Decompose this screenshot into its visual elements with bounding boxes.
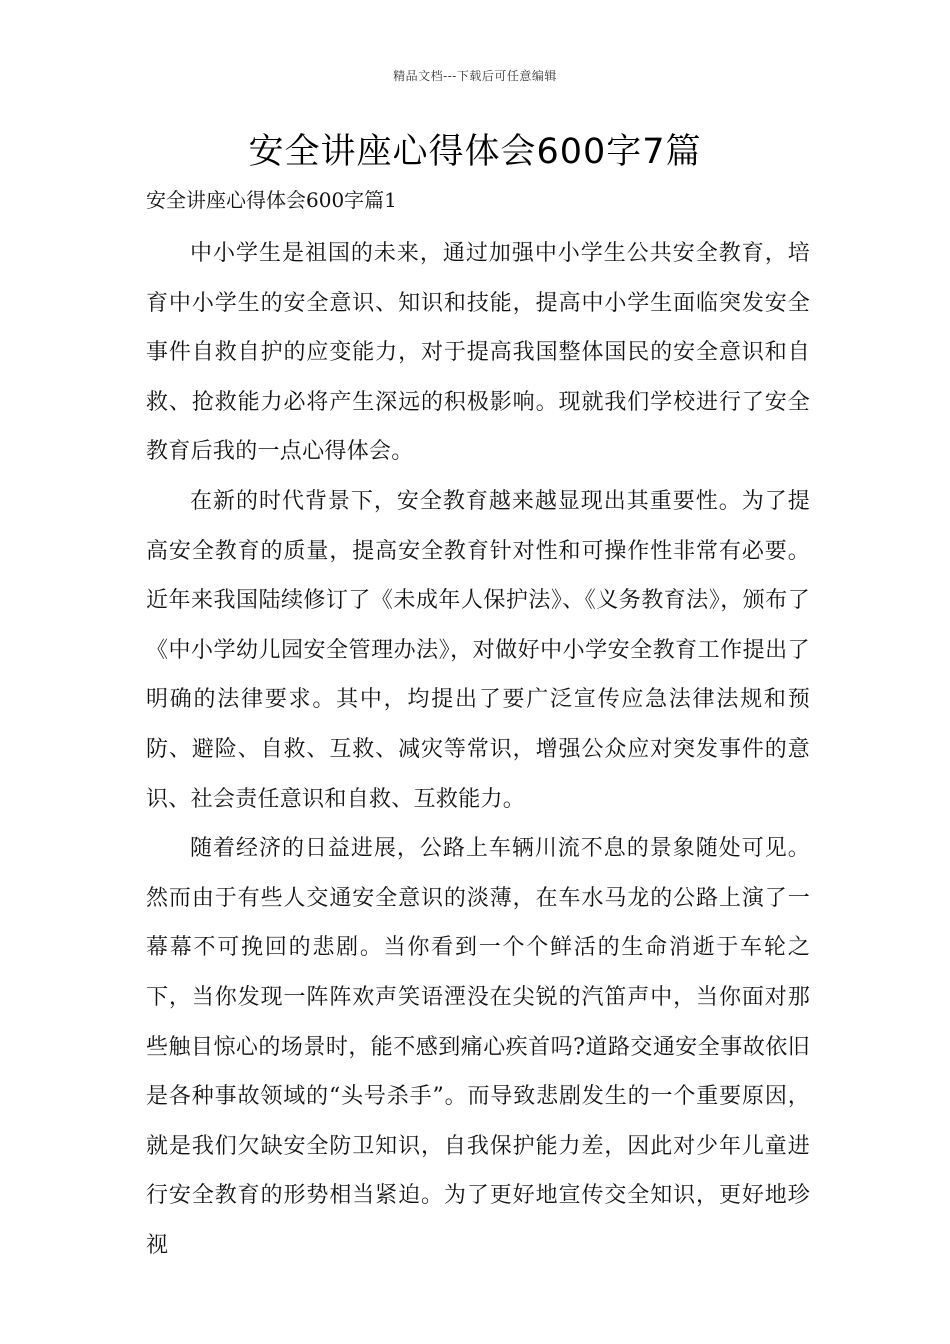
paragraph: 在新的时代背景下，安全教育越来越显现出其重要性。为了提高安全教育的质量，提高安全教育针对性和可操作性非常有必要。近年来我国陆续修订了《未成年人保护法》、《义务教育法》，颁布了《中小学幼儿园安全管理办法》，对做好中小学安全教育工作提出了明确的法律要求。其中，均提出了要广泛宣传应急法律法规和预防、避险、自救、互救、减灾等常识，增强公众应对突发事件的意识、社会责任意识和自救、互救能力。 — [146, 488, 810, 812]
document-title: 安全讲座心得体会600字7篇 — [248, 132, 702, 172]
section-heading: 安全讲座心得体会600字篇1 — [146, 188, 397, 212]
paragraph: 中小学生是祖国的未来，通过加强中小学生公共安全教育，培育中小学生的安全意识、知识和技能，提高中小学生面临突发安全事件自救自护的应变能力，对于提高我国整体国民的安全意识和自救、抢救能力必将产生深远的积极影响。现就我们学校进行了安全教育后我的一点心得体会。 — [146, 241, 810, 465]
paragraph: 随着经济的日益进展，公路上车辆川流不息的景象随处可见。然而由于有些人交通安全意识的淡薄，在车水马龙的公路上演了一幕幕不可挽回的悲剧。当你看到一个个鲜活的生命消逝于车轮之下，当你发现一阵阵欢声笑语湮没在尖锐的汽笛声中，当你面对那些触目惊心的场景时，能不感到痛心疾首吗?道路交通安全事故依旧是各种事故领域的“头号杀手”。而导致悲剧发生的一个重要原因，就是我们欠缺安全防卫知识，自我保护能力差，因此对少年儿童进行安全教育的形势相当紧迫。为了更好地宣传交全知识，更好地珍视 — [146, 836, 810, 1258]
body-text — [146, 229, 810, 1270]
header-note: 精品文档---下载后可任意编辑 — [393, 69, 557, 83]
